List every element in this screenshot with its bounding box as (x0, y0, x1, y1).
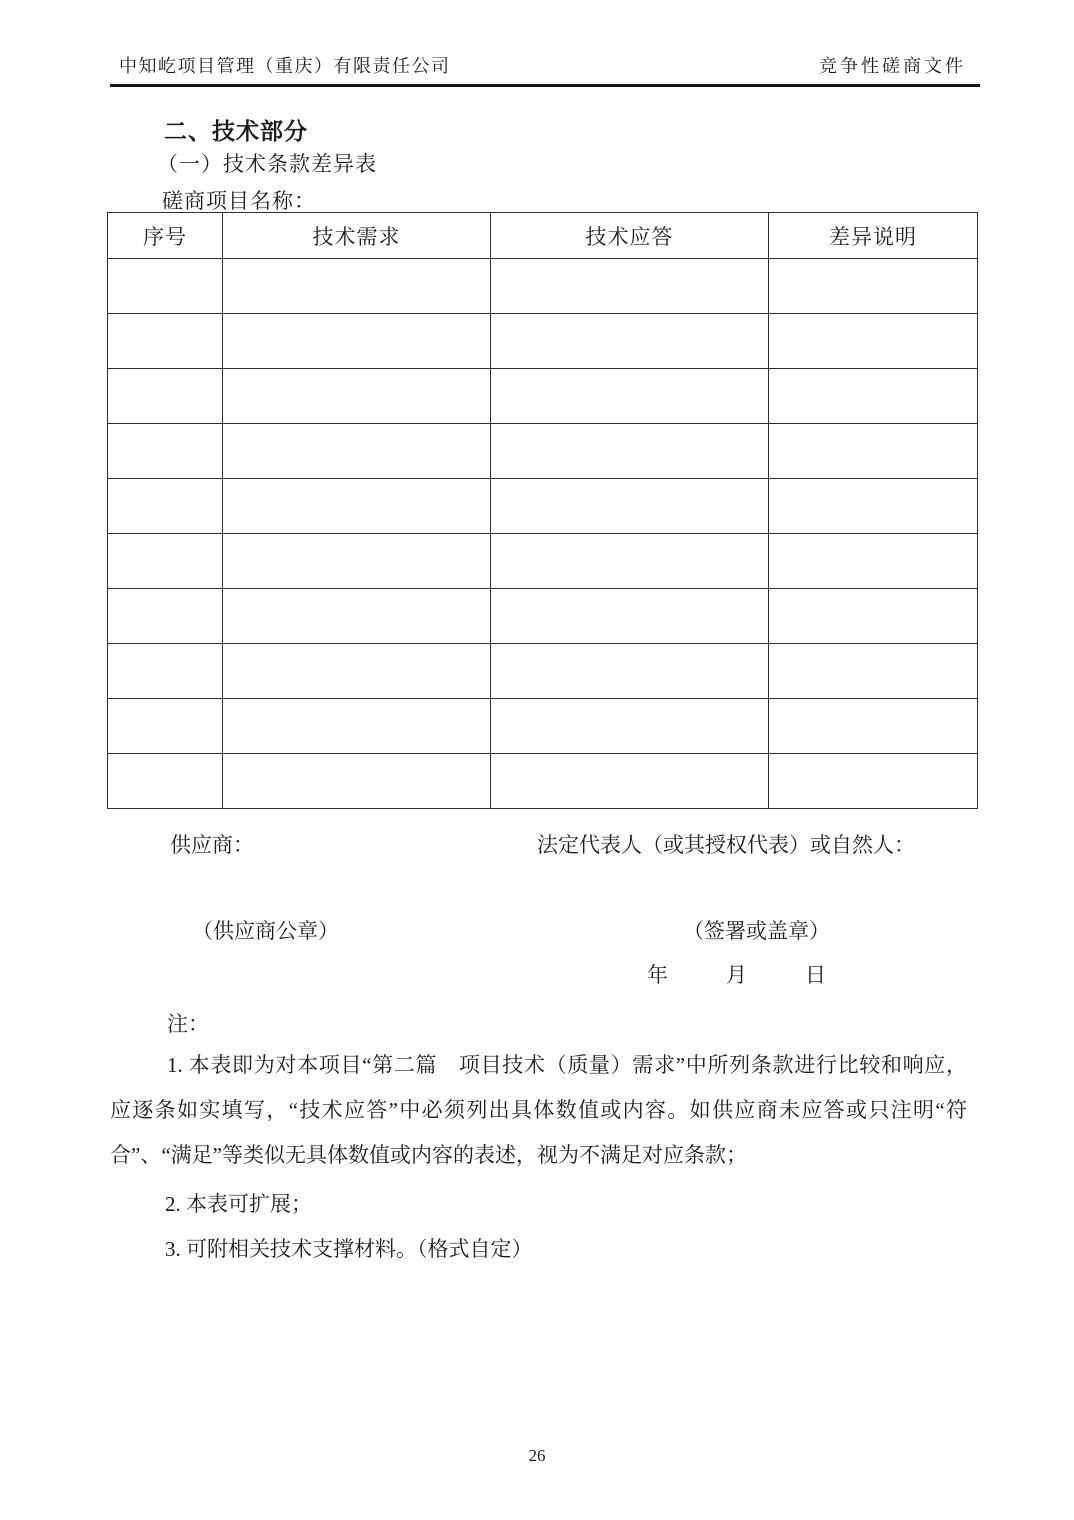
table-row (108, 534, 978, 589)
technical-difference-table (107, 212, 978, 809)
subsection-title: （一）技术条款差异表 (157, 152, 377, 176)
section-title: 二、技术部分 (164, 118, 308, 144)
note-2: 2. 本表可扩展； (165, 1192, 312, 1216)
col-header-diff-desc: 差异说明 (769, 213, 978, 259)
table-cell (223, 259, 491, 314)
table-cell (769, 754, 978, 809)
sign-or-seal-label: （签署或盖章） (683, 919, 830, 943)
table-cell (491, 644, 769, 699)
table-cell (769, 259, 978, 314)
note-1-line-1: 1. 本表即为对本项目“第二篇 项目技术（质量）需求”中所列条款进行比较和响应， (167, 1053, 967, 1077)
table-row (108, 369, 978, 424)
table-cell (769, 424, 978, 479)
legal-rep-label: 法定代表人（或其授权代表）或自然人： (537, 833, 915, 857)
table-cell (108, 534, 223, 589)
col-header-tech-reply: 技术应答 (491, 213, 769, 259)
note-3: 3. 可附相关技术支撑材料。（格式自定） (165, 1237, 533, 1261)
table-row (108, 644, 978, 699)
note-1-line-3: 合”、“满足”等类似无具体数值或内容的表述，视为不满足对应条款； (110, 1143, 747, 1167)
header-divider-rule (110, 84, 980, 87)
table-cell (108, 369, 223, 424)
table-cell (223, 644, 491, 699)
table-row (108, 699, 978, 754)
date-day-label: 日 (805, 963, 826, 987)
difference-table-body (108, 259, 978, 809)
table-cell (491, 589, 769, 644)
header-document-type: 竞争性磋商文件 (819, 56, 966, 76)
supplier-label: 供应商： (170, 833, 254, 857)
table-cell (491, 369, 769, 424)
table-cell (769, 534, 978, 589)
table-cell (108, 424, 223, 479)
table-cell (769, 479, 978, 534)
table-row (108, 479, 978, 534)
table-row (108, 754, 978, 809)
table-row (108, 424, 978, 479)
table-row (108, 259, 978, 314)
table-row (108, 314, 978, 369)
project-name-label: 磋商项目名称： (162, 189, 316, 213)
table-cell (108, 479, 223, 534)
table-cell (769, 589, 978, 644)
date-line (647, 959, 826, 989)
col-header-tech-need: 技术需求 (223, 213, 491, 259)
supplier-seal-label: （供应商公章） (192, 919, 339, 943)
table-cell (223, 589, 491, 644)
table-cell (223, 699, 491, 754)
table-cell (769, 314, 978, 369)
table-cell (108, 314, 223, 369)
table-cell (769, 369, 978, 424)
table-cell (769, 699, 978, 754)
col-header-seq: 序号 (108, 213, 223, 259)
date-year-label: 年 (647, 963, 668, 987)
table-cell (491, 534, 769, 589)
header-company-name: 中知屹项目管理（重庆）有限责任公司 (119, 56, 451, 76)
table-cell (491, 314, 769, 369)
table-cell (223, 369, 491, 424)
notes-label: 注： (167, 1012, 209, 1036)
table-cell (491, 699, 769, 754)
table-row (108, 589, 978, 644)
table-cell (223, 314, 491, 369)
table-cell (769, 644, 978, 699)
table-cell (223, 754, 491, 809)
table-cell (223, 424, 491, 479)
table-cell (491, 479, 769, 534)
table-cell (108, 644, 223, 699)
table-cell (491, 259, 769, 314)
table-cell (491, 754, 769, 809)
table-cell (491, 424, 769, 479)
date-month-label: 月 (726, 963, 747, 987)
table-cell (108, 589, 223, 644)
table-cell (108, 699, 223, 754)
table-cell (108, 754, 223, 809)
table-cell (108, 259, 223, 314)
table-cell (223, 534, 491, 589)
table-header-row (108, 213, 978, 259)
table-cell (223, 479, 491, 534)
note-1-line-2: 应逐条如实填写，“技术应答”中必须列出具体数值或内容。如供应商未应答或只注明“符 (110, 1098, 967, 1122)
page-number: 26 (528, 1446, 546, 1465)
